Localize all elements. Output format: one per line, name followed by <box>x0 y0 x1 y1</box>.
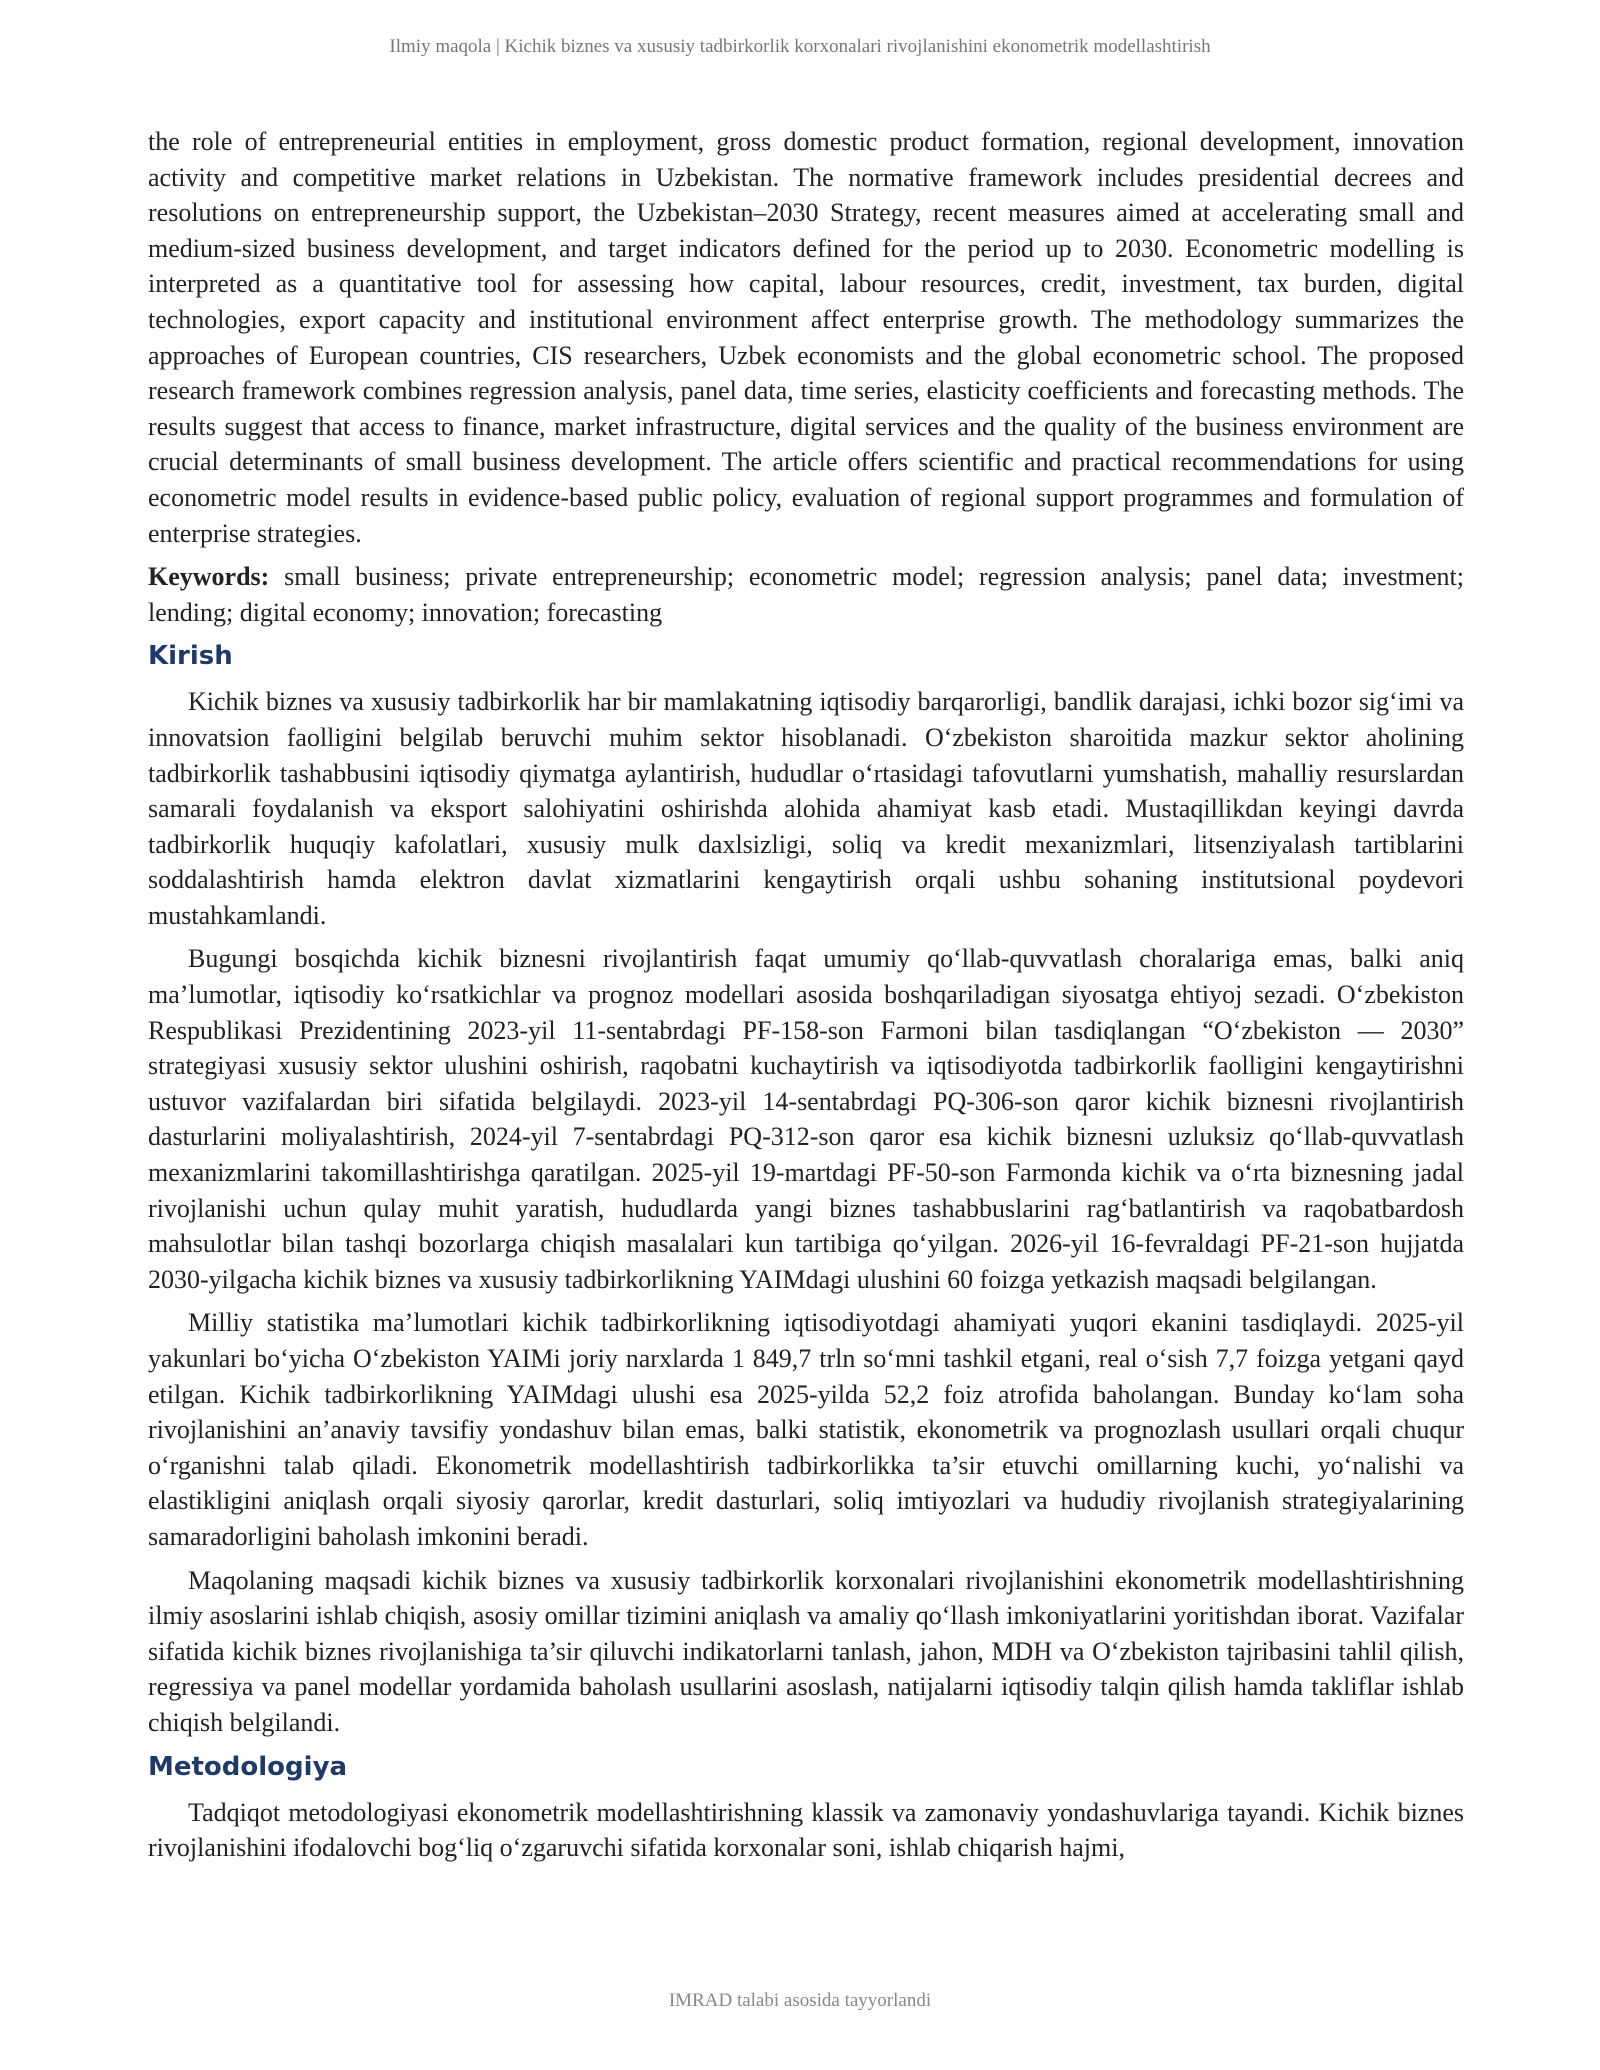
article-body <box>148 124 1464 1874</box>
paragraph: Tadqiqot metodologiyasi ekonometrik modellashtirishning klassik va zamonaviy yondashuvlariga tayandi. Kichik biznes rivojlanishini ifodalovchi bog‘liq o‘zgaruvchi sifatida korxonalar soni, ishlab chiqarish hajmi, <box>148 1797 1464 1863</box>
paragraph: Milliy statistika ma’lumotlari kichik tadbirkorlikning iqtisodiyotdagi ahamiyati yuqori ekanini tasdiqlaydi. 2025-yil yakunlari bo‘yicha O‘zbekiston YAIMi joriy narxlarda 1 849,7 trln so‘mni tashkil etgani, real o‘sish 7,7 foizga yetgani qayd etilgan. Kichik tadbirkorlikning YAIMdagi ulushi esa 2025-yilda 52,2 foiz atrofida baholangan. Bunday ko‘lam soha rivojlanishini an’anaviy tavsifiy yondashuv bilan emas, balki statistik, ekonometrik va prognozlash usullari orqali chuqur o‘rganishni talab qiladi. Ekonometrik modellashtirish tadbirkorlikka ta’sir etuvchi omillarning kuchi, yo‘nalishi va elastikligini aniqlash orqali siyosiy qarorlar, kredit dasturlari, soliq imtiyozlari va hududiy rivojlanish strategiyalarining samaradorligini baholash imkonini beradi. <box>148 1308 1464 1551</box>
keywords <box>148 559 1464 630</box>
abstract-text: the role of entrepreneurial entities in employment, gross domestic product formation, regional development, innovation activity and competitive market relations in Uzbekistan. The normative framework includes presidential decrees and resolutions on entrepreneurship support, the Uzbekistan–2030 Strategy, recent measures aimed at accelerating small and medium-sized business development, and target indicators defined for the period up to 2030. Econometric modelling is interpreted as a quantitative tool for assessing how capital, labour resources, credit, investment, tax burden, digital technologies, export capacity and institutional environment affect enterprise growth. The methodology summarizes the approaches of European countries, CIS researchers, Uzbek economists and the global econometric school. The proposed research framework combines regression analysis, panel data, time series, elasticity coefficients and forecasting methods. The results suggest that access to finance, market infrastructure, digital services and the quality of the business environment are crucial determinants of small business development. The article offers scientific and practical recommendations for using econometric model results in evidence-based public policy, evaluation of regional support programmes and formulation of enterprise strategies. <box>148 127 1464 548</box>
paragraph: Bugungi bosqichda kichik biznesni rivojlantirish faqat umumiy qo‘llab-quvvatlash choralariga emas, balki aniq ma’lumotlar, iqtisodiy ko‘rsatkichlar va prognoz modellari asosida boshqariladigan siyosatga ehtiyoj sezadi. O‘zbekiston Respublikasi Prezidentining 2023-yil 11-sentabrdagi PF-158-son Farmoni bilan tasdiqlangan “O‘zbekiston — 2030” strategiyasi xususiy sektor ulushini oshirish, raqobatni kuchaytirish va iqtisodiyotda tadbirkorlik faolligini kengaytirishni ustuvor vazifalardan biri sifatida belgilaydi. 2023-yil 14-sentabrdagi PQ-306-son qaror kichik biznesni rivojlantirish dasturlarini moliyalashtirish, 2024-yil 7-sentabrdagi PQ-312-son qaror esa kichik biznesni uzluksiz qo‘llab-quvvatlash mexanizmlarini takomillashtirishga qaratilgan. 2025-yil 19-martdagi PF-50-son Farmonda kichik va o‘rta biznesning jadal rivojlanishi uchun qulay muhit yaratish, hududlarda yangi biznes tashabbuslarini rag‘batlantirish va raqobatbardosh mahsulotlar bilan tashqi bozorlarga chiqish masalalari kun tartibiga qo‘yilgan. 2026-yil 16-fevraldagi PF-21-son hujjatda 2030-yilgacha kichik biznes va xususiy tadbirkorlikning YAIMdagi ulushini 60 foizga yetkazish maqsadi belgilangan. <box>148 944 1464 1294</box>
keywords-text: small business; private entrepreneurship; econometric model; regression analysis; panel data; investment; lending; digital economy; innovation; forecasting <box>148 562 1464 627</box>
running-header: Ilmiy maqola | Kichik biznes va xususiy tadbirkorlik korxonalari rivojlanishini ekonometrik modellashtirish <box>389 36 1211 57</box>
paragraph: Maqolaning maqsadi kichik biznes va xususiy tadbirkorlik korxonalari rivojlanishini ekonometrik modellashtirishning ilmiy asoslarini ishlab chiqish, asosiy omillar tizimini aniqlash va amaliy qo‘llash imkoniyatlarini yoritishdan iborat. Vazifalar sifatida kichik biznes rivojlanishiga ta’sir qiluvchi indikatorlarni tanlash, jahon, MDH va O‘zbekiston tajribasini tahlil qilish, regressiya va panel modellar yordamida baholash usullarini asoslash, natijalarni iqtisodiy talqin qilish hamda takliflar ishlab chiqish belgilandi. <box>148 1565 1464 1737</box>
running-footer: IMRAD talabi asosida tayyorlandi <box>668 1990 932 2011</box>
section-heading-kirish: Kirish <box>148 641 233 672</box>
section-heading-metodologiya: Metodologiya <box>148 1751 348 1782</box>
keywords-label: Keywords: <box>148 562 270 592</box>
paragraph: Kichik biznes va xususiy tadbirkorlik har bir mamlakatning iqtisodiy barqarorligi, bandlik darajasi, ichki bozor sig‘imi va innovatsion faolligini belgilab beruvchi muhim sektor hisoblanadi. O‘zbekiston sharoitida mazkur sektor aholining tadbirkorlik tashabbusini iqtisodiy qiymatga aylantirish, hududlar o‘rtasidagi tafovutlarni yumshatish, mahalliy resurslardan samarali foydalanish va eksport salohiyatini oshirishda alohida ahamiyat kasb etadi. Mustaqillikdan keyingi davrda tadbirkorlik huquqiy kafolatlari, xususiy mulk daxlsizligi, soliq va kredit mexanizmlari, litsenziyalash tartiblarini soddalashtirish hamda elektron davlat xizmatlarini kengaytirish orqali ushbu sohaning institutsional poydevori mustahkamlandi. <box>148 687 1464 930</box>
